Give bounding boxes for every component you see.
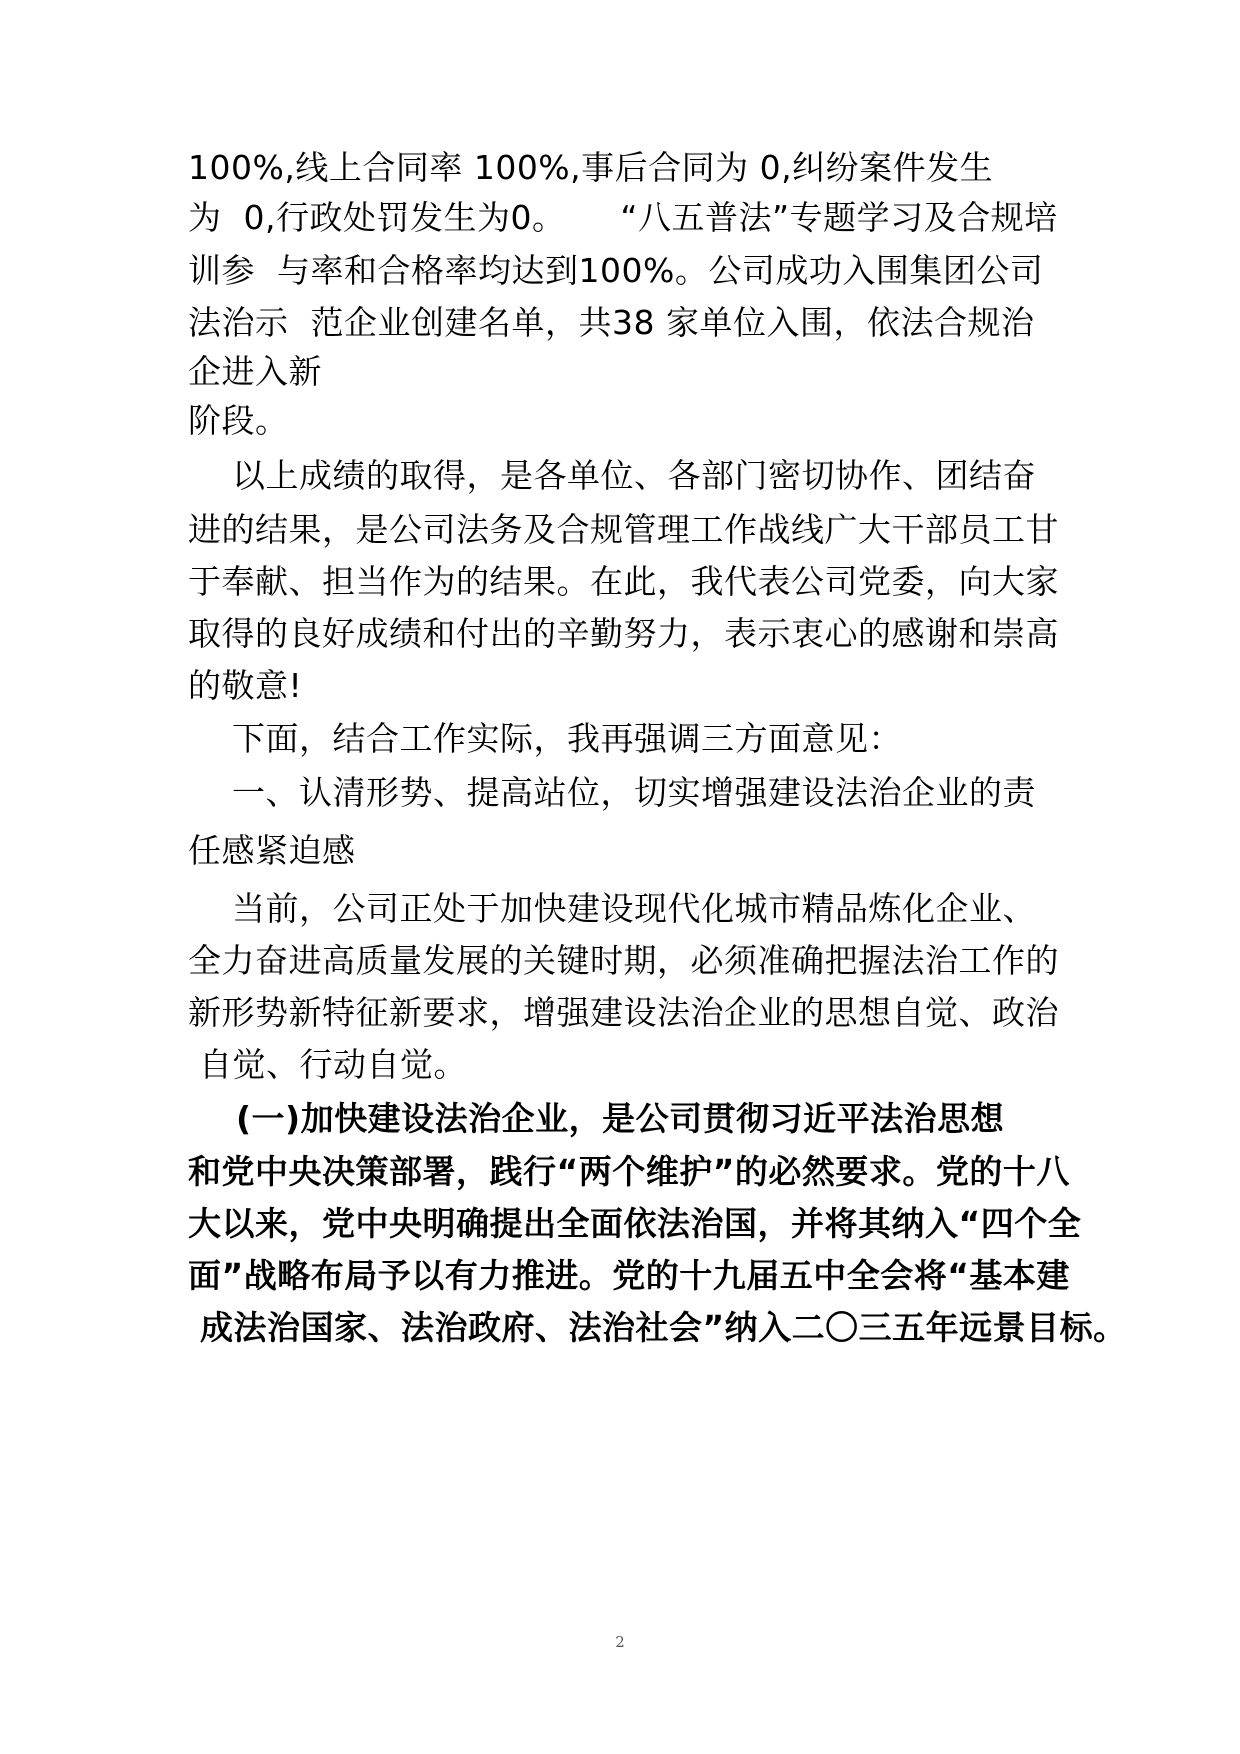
section-heading-line: 一、认清形势、提高站位，切实增强建设法治企业的责 <box>188 773 1036 812</box>
text-line: 的敬意! <box>188 666 303 705</box>
text-line: 100%,线上合同率 100%,事后合同为 0,纠纷案件发生 <box>188 148 994 187</box>
bold-text-line: (一)加快建设法治企业，是公司贯彻习近平法治思想 <box>188 1099 1005 1138</box>
bold-text-line: 面”战略布局予以有力推进。党的十九届五中全会将“基本建 <box>188 1256 1070 1295</box>
text-line: 新形势新特征新要求，增强建设法治企业的思想自觉、政治 <box>188 993 1059 1032</box>
page-number: 2 <box>615 1633 625 1651</box>
text-line: 以上成绩的取得，是各单位、各部门密切协作、团结奋 <box>188 456 1036 495</box>
bold-text-line: 成法治国家、法治政府、法治社会”纳入二〇三五年远景目标。 <box>188 1308 1127 1347</box>
text-line: 下面，结合工作实际，我再强调三方面意见： <box>188 719 902 758</box>
bold-text-line: 和党中央决策部署，践行“两个维护”的必然要求。党的十八 <box>188 1152 1070 1191</box>
text-line: 训参 与率和合格率均达到100%。公司成功入围集团公司 <box>188 251 1044 290</box>
text-line: 于奉献、担当作为的结果。在此，我代表公司党委，向大家 <box>188 562 1059 601</box>
text-line: 全力奋进高质量发展的关键时期，必须准确把握法治工作的 <box>188 941 1059 980</box>
text-line: 企进入新 <box>188 352 322 391</box>
text-line: 阶段。 <box>188 401 289 440</box>
section-heading-line: 任感紧迫感 <box>188 831 356 870</box>
text-line: 取得的良好成绩和付出的辛勤努力，表示衷心的感谢和崇高 <box>188 614 1059 653</box>
text-line: 当前，公司正处于加快建设现代化城市精品炼化企业、 <box>188 889 1036 928</box>
text-line: 法治示 范企业创建名单，共38 家单位入围，依法合规治 <box>188 303 1035 342</box>
text-line: 进的结果，是公司法务及合规管理工作战线广大干部员工甘 <box>188 510 1059 549</box>
text-line: 为 0,行政处罚发生为0。 “八五普法”专题学习及合规培 <box>188 198 1058 237</box>
bold-text-line: 大以来，党中央明确提出全面依法治国，并将其纳入“四个全 <box>188 1204 1082 1243</box>
text-line: 自觉、行动自觉。 <box>188 1045 467 1084</box>
